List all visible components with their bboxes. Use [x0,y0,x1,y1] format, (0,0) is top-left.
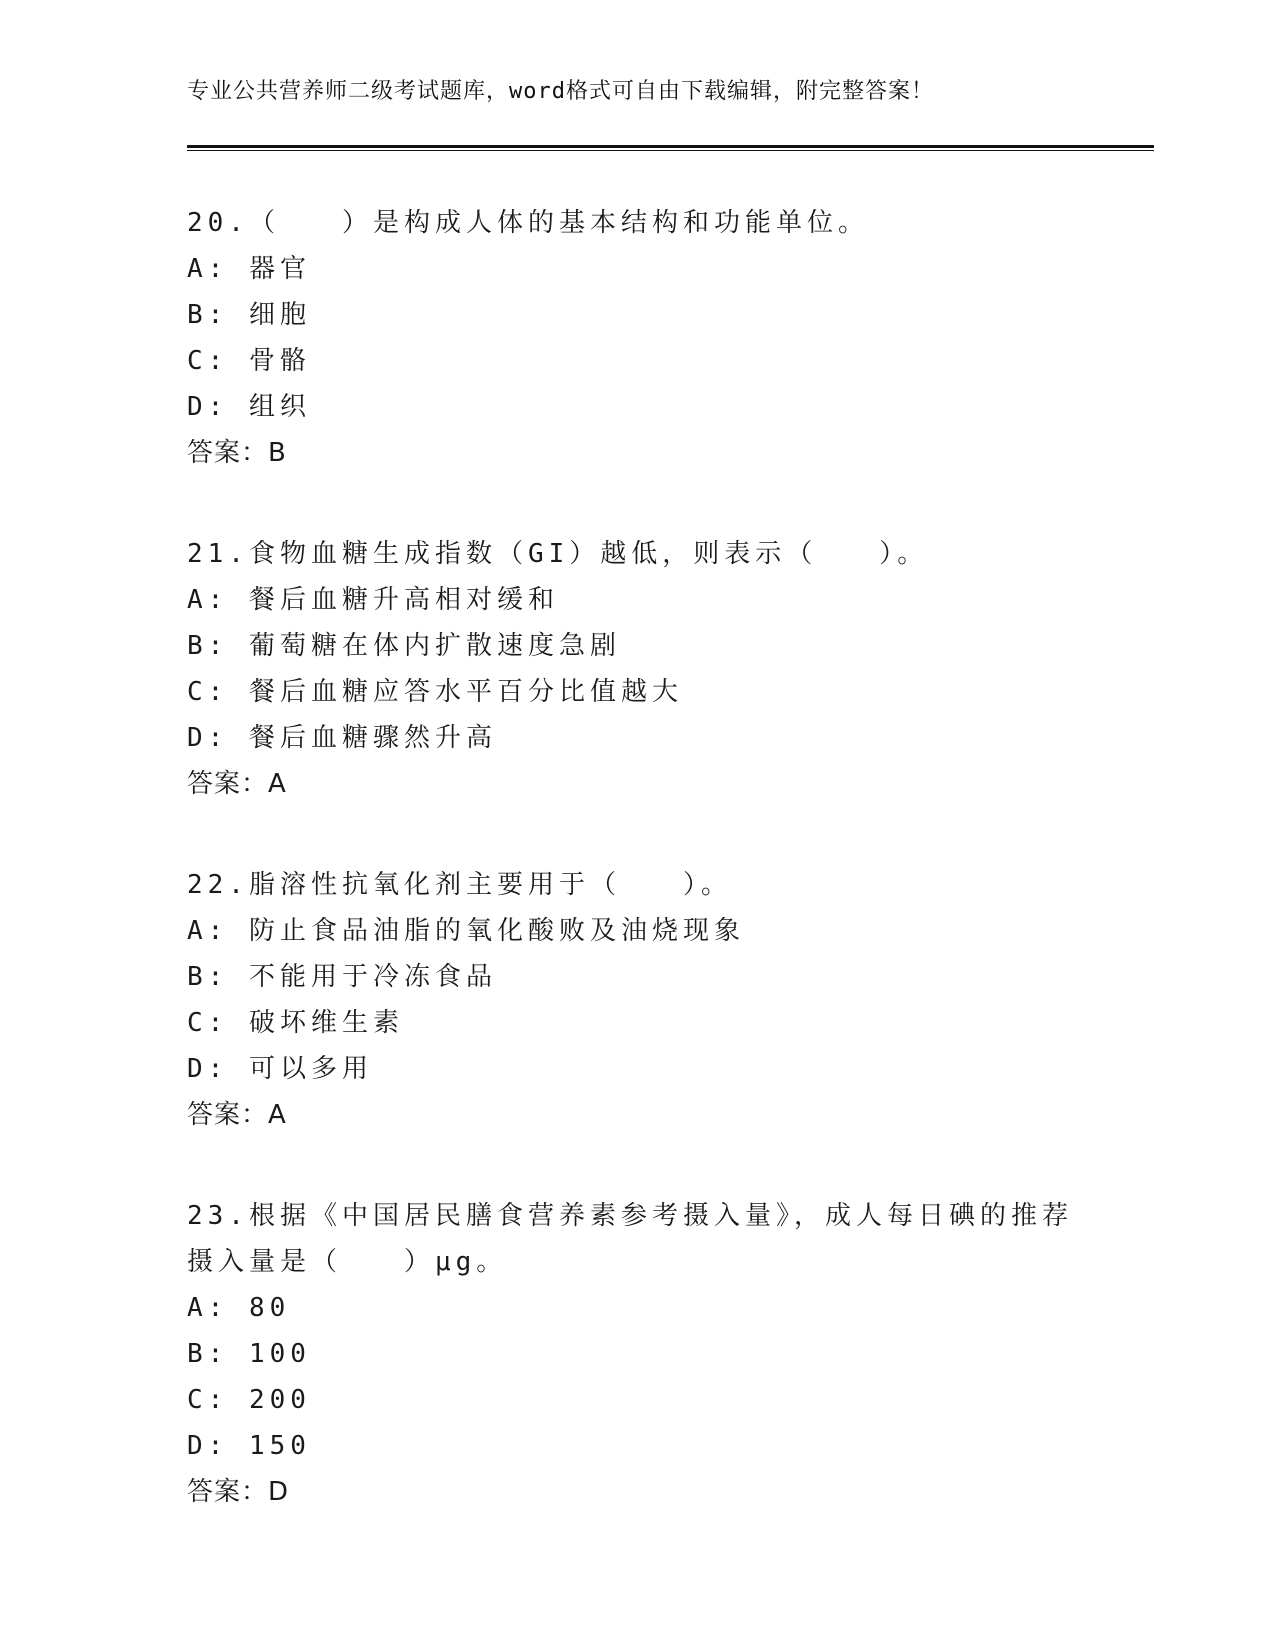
question-stem: 21.食物血糖生成指数（GI）越低，则表示（ ）。 [187,539,929,569]
option-b: B: 不能用于冷冻食品 [187,962,497,992]
option-d: D: 餐后血糖骤然升高 [187,723,497,753]
question-stem: 22.脂溶性抗氧化剂主要用于（ ）。 [187,870,732,900]
option-d: D: 可以多用 [187,1054,373,1084]
option-a: A: 防止食品油脂的氧化酸败及油烧现象 [187,916,745,946]
answer-label: 答案：A [187,769,287,799]
header-divider-thin [187,150,1154,151]
option-d: D: 150 [187,1431,311,1461]
answer-label: 答案：A [187,1100,287,1130]
option-a: A: 器官 [187,254,311,284]
option-a: A: 80 [187,1293,291,1323]
answer-label: 答案：B [187,438,287,468]
question-20 [187,200,1087,476]
option-c: C: 餐后血糖应答水平百分比值越大 [187,677,683,707]
question-stem: 20.（ ）是构成人体的基本结构和功能单位。 [187,208,869,238]
option-b: B: 葡萄糖在体内扩散速度急剧 [187,631,621,661]
option-b: B: 细胞 [187,300,311,330]
answer-label: 答案：D [187,1477,290,1507]
question-21 [187,531,1087,807]
question-list [187,200,1087,1570]
option-b: B: 100 [187,1339,311,1369]
header-divider [187,145,1154,148]
option-c: C: 破坏维生素 [187,1008,404,1038]
option-d: D: 组织 [187,392,311,422]
question-22 [187,862,1087,1138]
page-header: 专业公共营养师二级考试题库，word格式可自由下载编辑，附完整答案！ [187,79,934,104]
option-c: C: 骨骼 [187,346,311,376]
question-23 [187,1193,1087,1515]
option-a: A: 餐后血糖升高相对缓和 [187,585,559,615]
option-c: C: 200 [187,1385,311,1415]
question-stem: 23.根据《中国居民膳食营养素参考摄入量》，成人每日碘的推荐摄入量是（ ）μg。 [187,1201,1073,1277]
